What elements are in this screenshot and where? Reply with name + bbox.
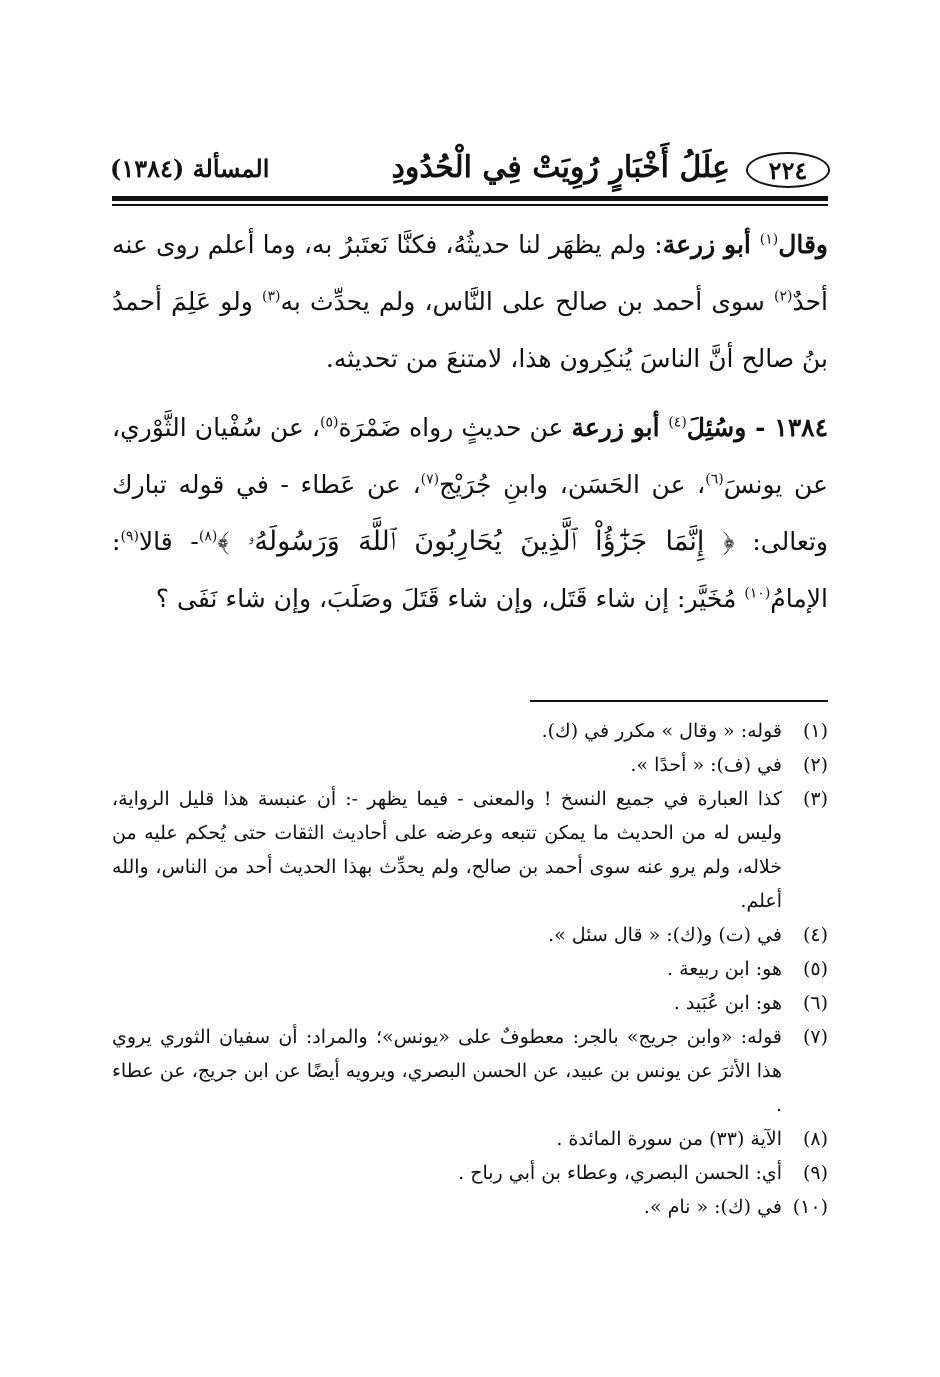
page-header — [110, 148, 830, 192]
footnote — [112, 918, 828, 952]
text-span: أبو زرعة — [571, 413, 669, 442]
text-span: : ولم يظهَر لنا حديثُهُ، فكنَّا نَعتَبرُ به، وما أعلم روى عنه أحدٌ — [112, 230, 828, 316]
text-span: ، عن عَطاء - في قوله تبارك وتعالى: — [112, 470, 828, 556]
footnote-ref: (٨) — [198, 528, 218, 545]
footnote-number: (٧) — [802, 1026, 828, 1048]
footnote-number: (٨) — [802, 1128, 828, 1150]
text-span: عن حديثٍ رواه ضَمْرَة — [338, 413, 572, 442]
footnote-separator — [530, 700, 828, 702]
footnote-number: (٢) — [802, 754, 828, 776]
book-title: عِلَلُ أَخْبَارٍ رُوِيَتْ فِي الْحُدُودِ — [391, 150, 730, 185]
page-number: ٢٢٤ — [746, 152, 830, 188]
footnote — [112, 782, 828, 918]
footnote-number: (٤) — [802, 924, 828, 946]
footnote-number: (١) — [802, 720, 828, 742]
text-span: - قالا — [138, 527, 199, 556]
footnote — [112, 1020, 828, 1122]
text-span: ، عن الحَسَن، وابنِ جُرَيْج — [439, 470, 706, 499]
footnote — [112, 1190, 828, 1224]
footnote-ref: (٧) — [420, 471, 440, 488]
footnote — [112, 748, 828, 782]
footnote-ref: (٤) — [668, 414, 687, 431]
text-span: سوى أحمد بن صالح على النَّاس، ولم يحدِّث به — [280, 287, 774, 316]
text-span: أبو زرعة — [662, 230, 760, 259]
footnote-text: في (ف): « أحدًا ». — [630, 754, 782, 776]
footnote-ref: (٣) — [262, 288, 281, 305]
footnotes — [112, 714, 828, 1224]
footnote-text: قوله: «وابن جريج» بالجر: معطوفٌ على «يونس»؛ والمراد: أن سفيان الثوري يروي هذا الأثرَ عن يونس بن عبيد، عن الحسن البصري، ويرويه أيضًا عن ابن جريج، عن عطاء . — [112, 1026, 782, 1116]
footnote — [112, 952, 828, 986]
text-span: وقال — [778, 230, 828, 259]
paragraph-2 — [112, 399, 828, 627]
text-span: ، عن سُفْيان الثَّوْري، عن يونسَ — [112, 413, 828, 499]
footnote-number: (٥) — [802, 958, 828, 980]
footnote-number: (٦) — [802, 992, 828, 1014]
footnote-ref: (٦) — [705, 471, 724, 488]
footnote-text: في (ت) و(ك): « قال سئل ». — [548, 924, 782, 946]
main-text — [112, 216, 828, 627]
footnote-ref: (١) — [759, 231, 779, 248]
text-span: ١٣٨٤ - وسُئِلَ — [686, 413, 828, 442]
text-span: ولو عَلِمَ أحمدُ بنُ صالح أنَّ الناسَ يُنكِرون هذا، لامتنعَ من تحديثه. — [112, 287, 828, 373]
footnote-text: في (ك): « نام ». — [643, 1196, 782, 1218]
footnote-ref: (٢) — [773, 288, 793, 305]
footnote-ref: (١٠) — [744, 585, 771, 602]
paragraph-1 — [112, 216, 828, 387]
footnote-number: (٩) — [802, 1162, 828, 1184]
footnote — [112, 986, 828, 1020]
footnote — [112, 1122, 828, 1156]
footnote — [112, 1156, 828, 1190]
footnote-number: (١٠) — [792, 1196, 828, 1218]
header-rule-thick — [112, 196, 828, 201]
header-rule-thin — [112, 204, 828, 206]
text-span: مُخَيَّر: إن شاء قَتَل، وإن شاء قَتَلَ وصَلَبَ، وإن شاء نَفَى ؟ — [155, 584, 745, 613]
footnote-text: هو: ابن ربيعة . — [667, 958, 782, 980]
issue-label: المسألة (١٣٨٤) — [110, 154, 270, 183]
footnote-number: (٣) — [802, 788, 828, 810]
footnote-text: قوله: « وقال » مكرر في (ك). — [541, 720, 782, 742]
text-span: : الإمامُ — [112, 527, 828, 613]
footnote-text: أي: الحسن البصري، وعطاء بن أبي رباح . — [458, 1162, 782, 1184]
footnote-text: الآية (٣٣) من سورة المائدة . — [556, 1128, 782, 1150]
footnote-ref: (٥) — [320, 414, 339, 431]
quran-verse: ﴿ إِنَّمَا جَزَٰٓؤُاْ ٱلَّذِينَ يُحَارِبُونَ ٱللَّهَ وَرَسُولَهُۥ ﴾ — [217, 526, 735, 557]
footnote-ref: (٩) — [120, 528, 139, 545]
footnote-text: كذا العبارة في جميع النسخ ! والمعنى - فيما يظهر -: أن عنبسة هذا قليل الرواية، وليس له من الحديث ما يمكن تتبعه وعرضه على أحاديث الثقات حتى يُحكم عليه من خلاله، ولم يرو عنه سوى أحمد بن صالح، ولم يحدِّث بهذا الحديث أحد من الناس، والله أعلم. — [112, 788, 782, 912]
footnote-text: هو: ابن عُبَيد . — [673, 992, 782, 1014]
footnote — [112, 714, 828, 748]
